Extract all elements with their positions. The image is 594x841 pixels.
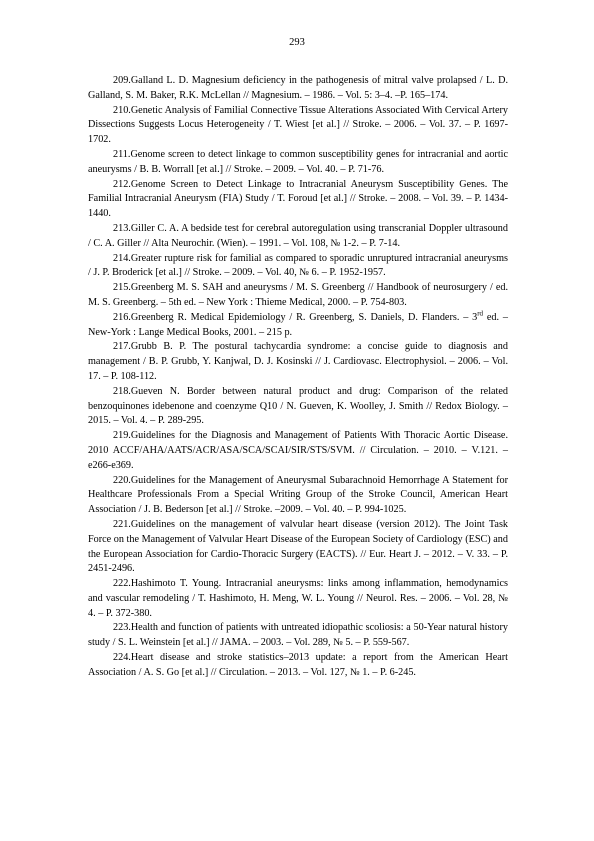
reference-item [88,311,508,341]
reference-item: 219.Guidelines for the Diagnosis and Management of Patients With Thoracic Aortic Disease. 2010 ACCF/AHA/AATS/ACR/ASA/SCA/SCAI/SIR/STS/SVM. // Circulation. – 2010. – V.121. – e266-e369. [88,430,508,471]
reference-item: 223.Health and function of patients with untreated idiopathic scoliosis: a 50-Year natural history study / S. L. Weinstein [et al.] // JAMA. – 2003. – Vol. 289, № 5. – P. 559-567. [88,622,508,649]
reference-item: 210.Genetic Analysis of Familial Connective Tissue Alterations Associated With Cervical Artery Dissections Suggests Locus Heterogeneity / T. Wiest [et al.] // Stroke. – 2006. – Vol. 37. – P. 1697-1702. [88,104,508,146]
reference-item: 218.Gueven N. Border between natural product and drug: Comparison of the related benzoquinones idebenone and coenzyme Q10 / N. Gueven, K. Woolley, J. Smith // Redox Biology. – 2015. – Vol. 4. – P. 289-295. [88,385,508,427]
reference-item: 209.Galland L. D. Magnesium deficiency in the pathogenesis of mitral valve prolapsed / L. D. Galland, S. M. Baker, R.K. McLellan // Magnesium. – 1986. – Vol. 5: 3–4. –P. 165–174. [88,75,508,101]
reference-item: 224.Heart disease and stroke statistics–2013 update: a report from the American Heart Association / A. S. Go [et al.] // Circulation. – 2013. – Vol. 127, № 1. – P. 6-245. [88,652,508,678]
reference-item: 214.Greater rupture risk for familial as compared to sporadic unruptured intracranial aneurysms / J. P. Broderick [et al.] // Stroke. – 2009. – Vol. 40, № 6. – P. 1952-1957. [88,252,508,279]
reference-item: 217.Grubb B. P. The postural tachycardia syndrome: a concise guide to diagnosis and management / B. P. Grubb, Y. Kanjwal, D. J. Kosinski // J. Cardiovasc. Electrophysiol. – 2006. – Vol. 17. – P. 108-112. [88,341,508,382]
reference-text: ed. – New-York : Lange Medical Books, 2001. – 215 p. [88,311,508,338]
reference-item: 220.Guidelines for the Management of Aneurysmal Subarachnoid Hemorrhage A Statement for Healthcare Professionals From a Special Writing Group of the Stroke Council, American Heart Association / J. B. Bederson [et al.] // Stroke. –2009. – Vol. 40. – P. 994-1025. [88,474,508,516]
page-number: 293 [289,37,305,48]
reference-list [88,74,508,681]
reference-item: 222.Hashimoto T. Young. Intracranial aneurysms: links among inflammation, hemodynamics and vascular remodeling / T. Hashimoto, H. Meng, W. L. Young // Neurol. Res. – 2006. – Vol. 28, № 4. – P. 372-380. [88,578,508,619]
reference-item: 213.Giller C. A. A bedside test for cerebral autoregulation using transcranial Doppler ultrasound / C. A. Giller // Alta Neurochir. (Wien). – 1991. – Vol. 108, № 1-2. – P. 7-14. [88,222,508,249]
ordinal-superscript: rd [477,309,484,318]
reference-text: 216.Greenberg R. Medical Epidemiology / R. Greenberg, S. Daniels, D. Flanders. – 3 [113,311,478,323]
reference-item: 221.Guidelines on the management of valvular heart disease (version 2012). The Joint Task Force on the Management of Valvular Heart Disease of the European Society of Cardiology (ESC) and the European Association for Cardio-Thoracic Surgery (EACTS). // Eur. Heart J. – 2012. – V. 33. – P. 2451-2496. [88,518,508,575]
reference-item: 211.Genome screen to detect linkage to common susceptibility genes for intracranial and aortic aneurysms / B. B. Worrall [et al.] // Stroke. – 2009. – Vol. 40. – P. 71-76. [88,148,508,175]
reference-item: 212.Genome Screen to Detect Linkage to Intracranial Aneurysm Susceptibility Genes. The Familial Intracranial Aneurysm (FIA) Study / T. Foroud [et al.] // Stroke. – 2008. – Vol. 39. – P. 1434-1440. [88,178,508,220]
reference-item: 215.Greenberg M. S. SAH and aneurysms / M. S. Greenberg // Handbook of neurosurgery / ed. M. S. Greenberg. – 5th ed. – New York : Thieme Medical, 2000. – P. 754-803. [88,282,508,308]
